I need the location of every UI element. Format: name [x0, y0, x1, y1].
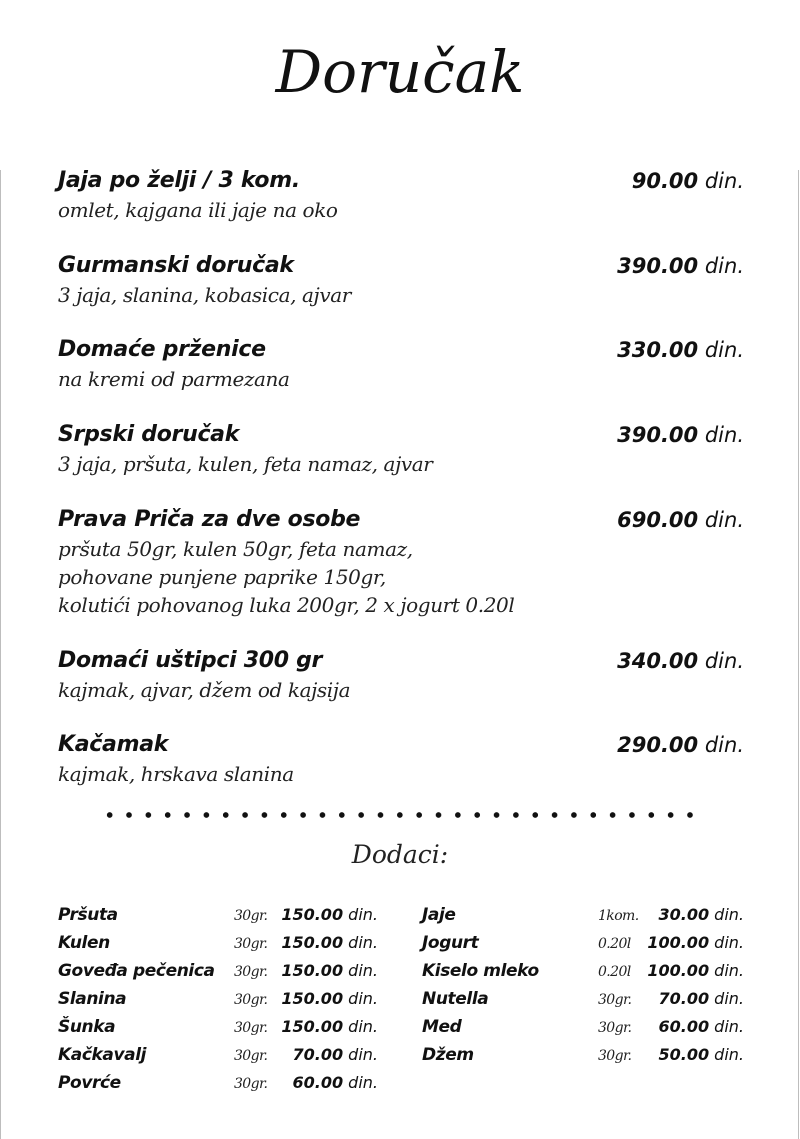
- extra-quantity: 30gr.: [598, 1020, 632, 1036]
- extra-name: Slanina: [58, 989, 127, 1009]
- extra-name: Pršuta: [58, 905, 118, 925]
- menu-item: [58, 420, 744, 478]
- extra-price-amount: 70.00: [658, 989, 710, 1008]
- extra-price-amount: 100.00: [647, 933, 710, 952]
- extra-price-currency: din.: [714, 905, 744, 924]
- dotted-divider: [100, 806, 700, 824]
- extra-price-amount: 150.00: [281, 905, 344, 924]
- extra-quantity: 30gr.: [234, 1076, 268, 1092]
- extra-row: [58, 930, 378, 956]
- extra-quantity: 30gr.: [234, 1048, 268, 1064]
- menu-item: [58, 251, 744, 309]
- extra-price-amount: 150.00: [281, 1017, 344, 1036]
- price-amount: 290.00: [617, 733, 699, 757]
- extra-row: [58, 1014, 378, 1040]
- price-currency: din.: [704, 169, 744, 193]
- price-amount: 90.00: [631, 169, 699, 193]
- extra-row: [422, 1042, 744, 1068]
- extra-price-currency: din.: [714, 933, 744, 952]
- menu-item: [58, 505, 744, 619]
- item-price: [632, 166, 744, 196]
- menu-title: Doručak: [275, 38, 525, 106]
- extra-price-currency: din.: [348, 905, 378, 924]
- price-currency: din.: [704, 649, 744, 673]
- extra-row: [58, 902, 378, 928]
- extra-price: [281, 958, 378, 984]
- item-name: Domaći uštipci 300 gr: [58, 648, 323, 673]
- price-amount: 390.00: [617, 254, 699, 278]
- item-price: [617, 251, 744, 281]
- price-currency: din.: [704, 733, 744, 757]
- item-price: [617, 420, 744, 450]
- page-edge-left: [0, 170, 1, 1139]
- item-description: kajmak, ajvar, džem od kajsija: [58, 678, 351, 702]
- extra-quantity: 0.20l: [598, 964, 631, 980]
- extra-price-currency: din.: [348, 1073, 378, 1092]
- extra-quantity: 1kom.: [598, 908, 639, 924]
- extra-price-amount: 150.00: [281, 961, 344, 980]
- extra-price: [281, 1014, 378, 1040]
- extra-quantity: 30gr.: [234, 936, 268, 952]
- extra-row: [422, 930, 744, 956]
- item-description: kolutići pohovanog luka 200gr, 2 x jogurt 0.20l: [58, 593, 515, 617]
- extra-price-currency: din.: [714, 989, 744, 1008]
- item-name: Jaja po želji / 3 kom.: [58, 168, 300, 193]
- price-currency: din.: [704, 508, 744, 532]
- extra-quantity: 30gr.: [234, 908, 268, 924]
- extra-price-currency: din.: [714, 1017, 744, 1036]
- extra-name: Kulen: [58, 933, 110, 953]
- extra-name: Jogurt: [422, 933, 479, 953]
- extra-quantity: 30gr.: [234, 964, 268, 980]
- item-name: Domaće prženice: [58, 337, 266, 362]
- extra-name: Džem: [422, 1045, 474, 1065]
- item-description: pršuta 50gr, kulen 50gr, feta namaz,: [58, 537, 413, 561]
- extra-row: [422, 986, 744, 1012]
- extra-price-amount: 70.00: [292, 1045, 344, 1064]
- item-description: na kremi od parmezana: [58, 367, 290, 391]
- extra-name: Kiselo mleko: [422, 961, 539, 981]
- extra-price-amount: 150.00: [281, 933, 344, 952]
- item-description: kajmak, hrskava slanina: [58, 762, 294, 786]
- item-name: Srpski doručak: [58, 422, 240, 447]
- extra-row: [422, 958, 744, 984]
- extra-name: Nutella: [422, 989, 489, 1009]
- extra-price: [658, 902, 744, 928]
- extra-price: [292, 1070, 378, 1096]
- item-price: [617, 730, 744, 760]
- menu-item: [58, 730, 744, 788]
- extra-name: Povrće: [58, 1073, 121, 1093]
- item-price: [617, 505, 744, 535]
- extra-price-currency: din.: [714, 961, 744, 980]
- extra-quantity: 30gr.: [234, 1020, 268, 1036]
- extra-price: [647, 930, 744, 956]
- price-amount: 330.00: [617, 338, 699, 362]
- item-price: [617, 335, 744, 365]
- item-name: Prava Priča za dve osobe: [58, 507, 361, 532]
- extra-row: [58, 1042, 378, 1068]
- menu-item: [58, 166, 744, 224]
- extra-price: [281, 902, 378, 928]
- extras-title: Dodaci:: [351, 840, 449, 869]
- extra-row: [58, 958, 378, 984]
- extra-name: Šunka: [58, 1017, 116, 1037]
- extra-quantity: 30gr.: [234, 992, 268, 1008]
- menu-item: [58, 646, 744, 704]
- extra-price: [658, 1042, 744, 1068]
- extra-price-currency: din.: [348, 989, 378, 1008]
- extra-price: [281, 986, 378, 1012]
- extra-price-amount: 150.00: [281, 989, 344, 1008]
- page-edge-right: [798, 170, 799, 1139]
- extra-price: [292, 1042, 378, 1068]
- item-name: Gurmanski doručak: [58, 253, 294, 278]
- extra-price-currency: din.: [348, 961, 378, 980]
- extra-name: Jaje: [422, 905, 456, 925]
- price-currency: din.: [704, 254, 744, 278]
- price-amount: 690.00: [617, 508, 699, 532]
- item-description: omlet, kajgana ili jaje na oko: [58, 198, 338, 222]
- extra-name: Goveđa pečenica: [58, 961, 215, 981]
- extra-name: Kačkavalj: [58, 1045, 147, 1065]
- extra-row: [58, 1070, 378, 1096]
- extra-price: [658, 1014, 744, 1040]
- item-price: [617, 646, 744, 676]
- extra-price-currency: din.: [714, 1045, 744, 1064]
- extra-name: Med: [422, 1017, 462, 1037]
- price-amount: 340.00: [617, 649, 699, 673]
- item-description: pohovane punjene paprike 150gr,: [58, 565, 386, 589]
- extra-price-currency: din.: [348, 933, 378, 952]
- extra-price-amount: 100.00: [647, 961, 710, 980]
- item-description: 3 jaja, pršuta, kulen, feta namaz, ajvar: [58, 452, 433, 476]
- item-name: Kačamak: [58, 732, 169, 757]
- extra-quantity: 30gr.: [598, 992, 632, 1008]
- extra-quantity: 0.20l: [598, 936, 631, 952]
- extra-row: [422, 1014, 744, 1040]
- extra-price: [281, 930, 378, 956]
- menu-item: [58, 335, 744, 393]
- price-currency: din.: [704, 423, 744, 447]
- extra-price-amount: 30.00: [658, 905, 710, 924]
- extra-price-amount: 50.00: [658, 1045, 710, 1064]
- item-description: 3 jaja, slanina, kobasica, ajvar: [58, 283, 351, 307]
- price-amount: 390.00: [617, 423, 699, 447]
- extra-row: [58, 986, 378, 1012]
- extra-price: [658, 986, 744, 1012]
- extra-price-amount: 60.00: [292, 1073, 344, 1092]
- extra-price-currency: din.: [348, 1017, 378, 1036]
- extra-row: [422, 902, 744, 928]
- price-currency: din.: [704, 338, 744, 362]
- extra-price: [647, 958, 744, 984]
- extra-quantity: 30gr.: [598, 1048, 632, 1064]
- extra-price-amount: 60.00: [658, 1017, 710, 1036]
- extra-price-currency: din.: [348, 1045, 378, 1064]
